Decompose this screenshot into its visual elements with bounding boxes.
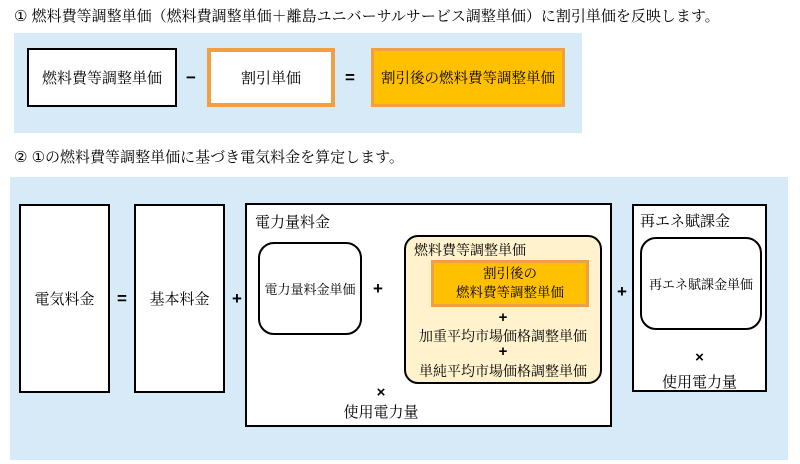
fuel-adjustment-group-box: [404, 235, 602, 384]
minus-operator: −: [186, 67, 196, 87]
plus-operator-2: +: [373, 278, 383, 298]
times-operator-2: ×: [695, 349, 704, 366]
plus-operator-4: +: [498, 343, 508, 360]
usage-amount-energy: 使用電力量: [343, 404, 419, 421]
electricity-fee-box: 電気料金: [19, 204, 110, 393]
renewable-levy-label: 再エネ賦課金: [640, 213, 731, 230]
fuel-adjustment-group-label: 燃料費等調整単価: [414, 242, 526, 258]
plus-operator-1: +: [232, 288, 242, 308]
discounted-fuel-line1: 割引後の: [483, 266, 537, 282]
plus-operator-5: +: [617, 281, 627, 301]
discount-unit-price-box: 割引単価: [207, 48, 335, 107]
fuel-adjustment-unit-price-box: 燃料費等調整単価: [27, 48, 177, 107]
renewable-levy-unit-price-box: 再エネ賦課金単価: [640, 237, 762, 330]
equals-operator-step1: =: [345, 67, 355, 87]
equals-operator-step2: =: [117, 288, 127, 308]
step2-formula-panel: [10, 177, 788, 460]
step2-title: ② ①の燃料費等調整単価に基づき電気料金を算定します。: [14, 149, 404, 166]
step1-formula-panel: [14, 33, 582, 133]
discounted-fuel-adjustment-inner-box: [431, 260, 589, 307]
plus-operator-3: +: [498, 309, 508, 326]
discounted-fuel-adjustment-unit-price-box: 割引後の燃料費等調整単価: [371, 48, 565, 107]
energy-fee-label: 電力量料金: [255, 214, 331, 231]
simple-average-market-price-adjustment: 単純平均市場価格調整単価: [419, 363, 587, 379]
step1-title: ① 燃料費等調整単価（燃料費調整単価＋離島ユニバーサルサービス調整単価）に割引単価を反映します。: [14, 8, 720, 25]
basic-fee-box: 基本料金: [134, 204, 225, 393]
times-operator-1: ×: [376, 384, 386, 401]
energy-fee-group-box: [245, 203, 612, 427]
weighted-average-market-price-adjustment: 加重平均市場価格調整単価: [419, 328, 587, 344]
energy-unit-price-box: 電力量料金単価: [258, 242, 362, 335]
renewable-levy-group-box: [632, 204, 767, 392]
usage-amount-renewable: 使用電力量: [661, 374, 737, 391]
discounted-fuel-line2: 燃料費等調整単価: [456, 284, 564, 300]
